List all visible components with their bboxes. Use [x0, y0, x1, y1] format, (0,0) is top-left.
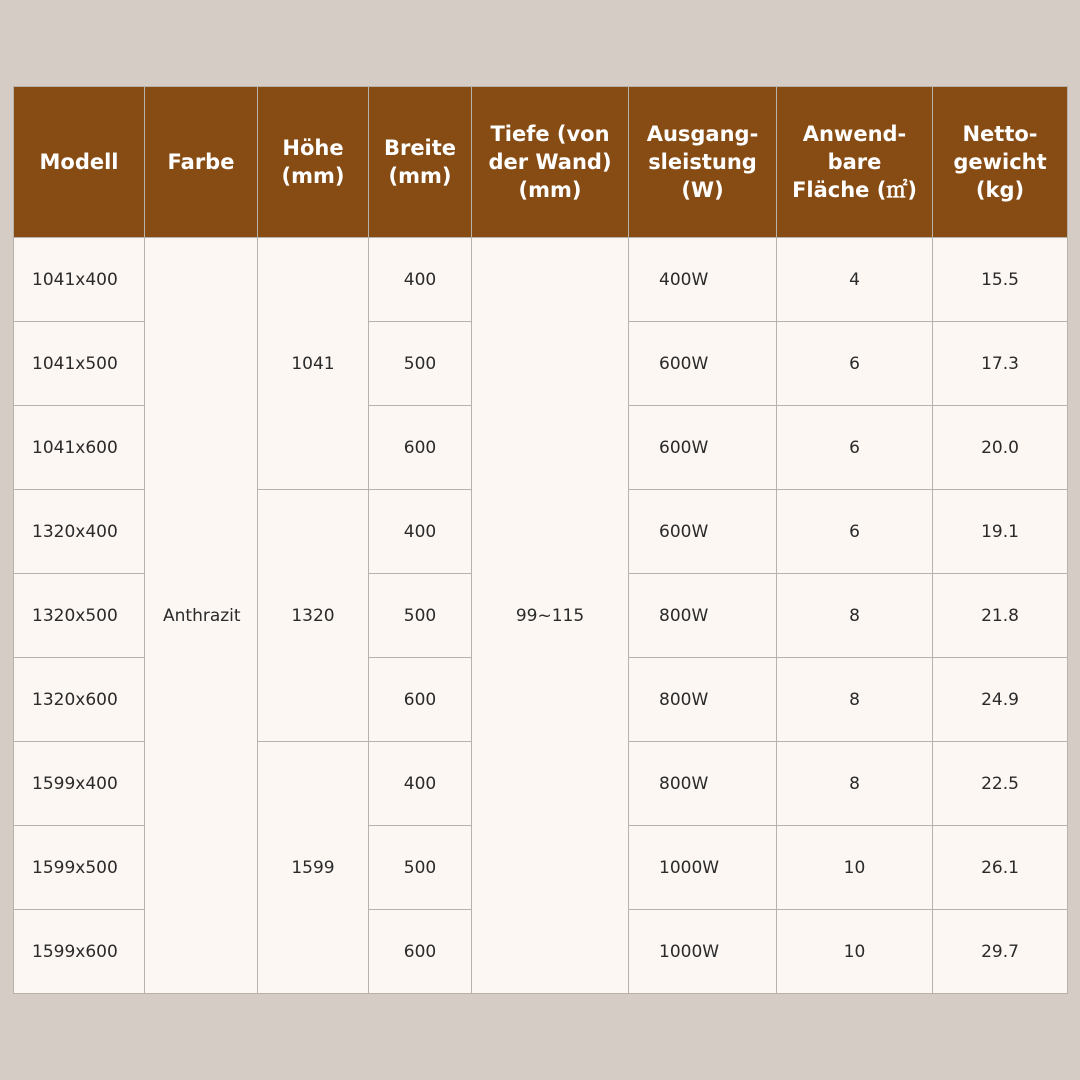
weight-cell: 19.1	[933, 490, 1068, 574]
area-cell: 4	[777, 238, 933, 322]
header-nettogewicht: Netto- gewicht (kg)	[933, 87, 1068, 238]
header-modell: Modell	[14, 87, 145, 238]
depth-cell: 99~115	[472, 238, 629, 994]
width-cell: 500	[369, 826, 472, 910]
area-cell: 10	[777, 826, 933, 910]
width-cell: 400	[369, 742, 472, 826]
model-cell: 1599x600	[14, 910, 145, 994]
area-cell: 6	[777, 322, 933, 406]
model-cell: 1320x500	[14, 574, 145, 658]
model-cell: 1599x400	[14, 742, 145, 826]
header-row	[14, 87, 1068, 238]
header-tiefe: Tiefe (von der Wand) (mm)	[472, 87, 629, 238]
power-cell: 800W	[629, 658, 777, 742]
weight-cell: 26.1	[933, 826, 1068, 910]
width-cell: 500	[369, 574, 472, 658]
model-cell: 1041x500	[14, 322, 145, 406]
area-cell: 8	[777, 574, 933, 658]
height-cell: 1041	[258, 238, 369, 490]
width-cell: 400	[369, 490, 472, 574]
power-cell: 600W	[629, 490, 777, 574]
color-cell: Anthrazit	[145, 238, 258, 994]
area-cell: 10	[777, 910, 933, 994]
weight-cell: 15.5	[933, 238, 1068, 322]
width-cell: 400	[369, 238, 472, 322]
width-cell: 500	[369, 322, 472, 406]
area-cell: 8	[777, 658, 933, 742]
power-cell: 800W	[629, 742, 777, 826]
header-breite: Breite (mm)	[369, 87, 472, 238]
power-cell: 1000W	[629, 910, 777, 994]
model-cell: 1320x600	[14, 658, 145, 742]
model-cell: 1599x500	[14, 826, 145, 910]
header-ausgangsleistung: Ausgang- sleistung (W)	[629, 87, 777, 238]
header-hoehe: Höhe (mm)	[258, 87, 369, 238]
area-cell: 6	[777, 490, 933, 574]
spec-table	[13, 86, 1068, 994]
height-cell: 1320	[258, 490, 369, 742]
power-cell: 400W	[629, 238, 777, 322]
width-cell: 600	[369, 406, 472, 490]
header-anwendbare-flaeche: Anwend- bare Fläche (㎡)	[777, 87, 933, 238]
power-cell: 800W	[629, 574, 777, 658]
weight-cell: 17.3	[933, 322, 1068, 406]
weight-cell: 29.7	[933, 910, 1068, 994]
header-farbe: Farbe	[145, 87, 258, 238]
width-cell: 600	[369, 658, 472, 742]
width-cell: 600	[369, 910, 472, 994]
model-cell: 1320x400	[14, 490, 145, 574]
weight-cell: 21.8	[933, 574, 1068, 658]
weight-cell: 24.9	[933, 658, 1068, 742]
table-row	[14, 238, 1068, 322]
model-cell: 1041x600	[14, 406, 145, 490]
power-cell: 600W	[629, 322, 777, 406]
area-cell: 8	[777, 742, 933, 826]
weight-cell: 22.5	[933, 742, 1068, 826]
area-cell: 6	[777, 406, 933, 490]
power-cell: 600W	[629, 406, 777, 490]
model-cell: 1041x400	[14, 238, 145, 322]
height-cell: 1599	[258, 742, 369, 994]
power-cell: 1000W	[629, 826, 777, 910]
weight-cell: 20.0	[933, 406, 1068, 490]
